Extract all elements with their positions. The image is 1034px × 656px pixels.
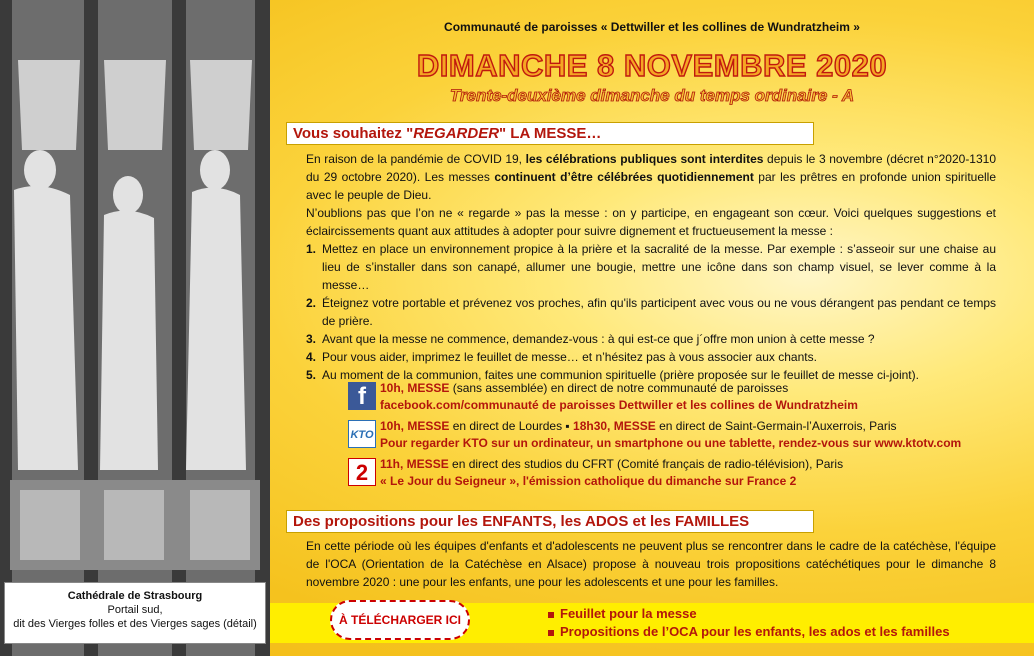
- list-item: [306, 240, 996, 294]
- time-label: 18h30, MESSE: [573, 419, 656, 433]
- bold-text: les célébrations publiques sont interdites: [525, 152, 764, 166]
- section-title-families: Des propositions pour les ENFANTS, les ADOS et les FAMILLES: [286, 510, 814, 533]
- list-item: [306, 348, 996, 366]
- text: depuis le 3 novembre (décret n°2020-1310 du 29 octobre 2020). Les messes: [306, 152, 997, 184]
- france2-link[interactable]: « Le Jour du Seigneur », l'émission catholique du dimanche sur France 2: [380, 474, 797, 488]
- broadcast-line: [380, 418, 1008, 435]
- section-title-emph: REGARDER: [413, 125, 500, 142]
- link-text[interactable]: Feuillet pour la messe: [560, 606, 697, 621]
- section-title-mass: [286, 122, 814, 145]
- kto-link[interactable]: Pour regarder KTO sur un ordinateur, un smartphone ou une tablette, rendez-vous sur www.ktotv.com: [380, 436, 962, 450]
- paragraph-participation: N’oublions pas que l’on ne « regarde » pas la messe : on y participe, en engageant son cœur. Voici quelques suggestions et éclaircissements quant aux attitudes à adopter pour suivre dignement et fructueusement la messe :: [306, 206, 996, 238]
- item-number: 1.: [306, 242, 317, 256]
- caption-line-2: dit des Vierges folles et des Vierges sages (détail): [13, 618, 257, 630]
- item-text: Au moment de la communion, faites une communion spirituelle (prière proposée sur le feuillet de messe ci-joint).: [322, 368, 919, 382]
- caption-title: Cathédrale de Strasbourg: [67, 590, 203, 602]
- broadcast-line: [380, 456, 1008, 473]
- text: par les prêtres en profonde union spirituelle avec le peuple de Dieu.: [306, 170, 997, 202]
- text: en direct de Lourdes ▪: [449, 419, 574, 433]
- time-label: 10h, MESSE: [380, 419, 450, 433]
- text: En raison de la pandémie de COVID 19,: [306, 152, 526, 166]
- mass-body: [306, 150, 996, 384]
- time-label: 11h, MESSE: [380, 457, 449, 471]
- item-number: 2.: [306, 296, 317, 310]
- time-label: 10h, MESSE: [380, 381, 450, 395]
- suggestions-list: [306, 240, 996, 384]
- bold-text: continuent d’être célébrées quotidiennement: [494, 170, 754, 184]
- item-number: 5.: [306, 368, 317, 382]
- page-title: DIMANCHE 8 NOVEMBRE 2020: [416, 48, 888, 83]
- list-item: [306, 294, 996, 330]
- broadcast-france2[interactable]: [348, 456, 1008, 494]
- paragraph-covid: [306, 150, 996, 204]
- item-text: Pour vous aider, imprimez le feuillet de messe… et n’hésitez pas à vous associer aux chants.: [322, 350, 817, 364]
- page-subtitle: Trente-deuxième dimanche du temps ordinaire - A: [449, 86, 855, 105]
- item-text: Éteignez votre portable et prévenez vos proches, afin qu'ils participent avec vous ou ne vous dérangent pas pendant ce temps de prière.: [322, 296, 996, 328]
- facebook-link[interactable]: facebook.com/communauté de paroisses Dettwiller et les collines de Wundratzheim: [380, 398, 858, 412]
- photo-caption: [4, 582, 266, 644]
- link-text[interactable]: Propositions de l’OCA pour les enfants, les ados et les familles: [560, 624, 950, 639]
- download-button[interactable]: À TÉLÉCHARGER ICI: [330, 600, 470, 640]
- list-item: [306, 330, 996, 348]
- download-link-feuillet[interactable]: [548, 605, 950, 623]
- parish-header: Communauté de paroisses « Dettwiller et les collines de Wundratzheim »: [444, 20, 860, 34]
- paragraph-families: En cette période où les équipes d'enfants et d'adolescents ne peuvent plus se rencontrer dans le cadre de la catéchèse, l'équipe de l'OCA (Orientation de la Catéchèse en Alsace) propose à nouveau trois propositions catéchétiques pour le dimanche 8 novembre 2020 : une pour les enfants, une pour les adolescents et une pour les familles.: [306, 539, 996, 589]
- item-text: Mettez en place un environnement propice à la prière et la sacralité de la messe. Par exemple : s’asseoir sur une chaise au lieu de s’installer dans son canapé, allumer une bougie, mettre une icône dans son champ visuel, se lever comme à la messe…: [322, 242, 996, 292]
- broadcast-facebook[interactable]: [348, 380, 1008, 418]
- cathedral-statues-photo: [0, 0, 270, 656]
- download-link-oca[interactable]: [548, 623, 950, 641]
- broadcast-line: [380, 380, 1008, 397]
- families-body: [306, 537, 996, 591]
- text: en direct des studios du CFRT (Comité français de radio-télévision), Paris: [448, 457, 844, 471]
- france2-icon: 2: [348, 458, 376, 486]
- item-text: Avant que la messe ne commence, demandez-vous : à qui est-ce que j´offre mon union à cette messe ?: [322, 332, 875, 346]
- broadcast-list: [348, 380, 1008, 494]
- item-number: 3.: [306, 332, 317, 346]
- section-title-prefix: Vous souhaitez ": [293, 125, 414, 142]
- kto-icon: KTO: [348, 420, 376, 448]
- bullet-icon: [548, 630, 554, 636]
- section-title-suffix: " LA MESSE…: [499, 125, 602, 142]
- download-links: [548, 605, 950, 641]
- text: en direct de Saint-Germain-l’Auxerrois, Paris: [655, 419, 897, 433]
- facebook-icon: f: [348, 382, 376, 410]
- broadcast-kto[interactable]: [348, 418, 1008, 456]
- text: (sans assemblée) en direct de notre communauté de paroisses: [449, 381, 789, 395]
- caption-line-1: Portail sud,: [107, 604, 163, 616]
- item-number: 4.: [306, 350, 317, 364]
- bullet-icon: [548, 612, 554, 618]
